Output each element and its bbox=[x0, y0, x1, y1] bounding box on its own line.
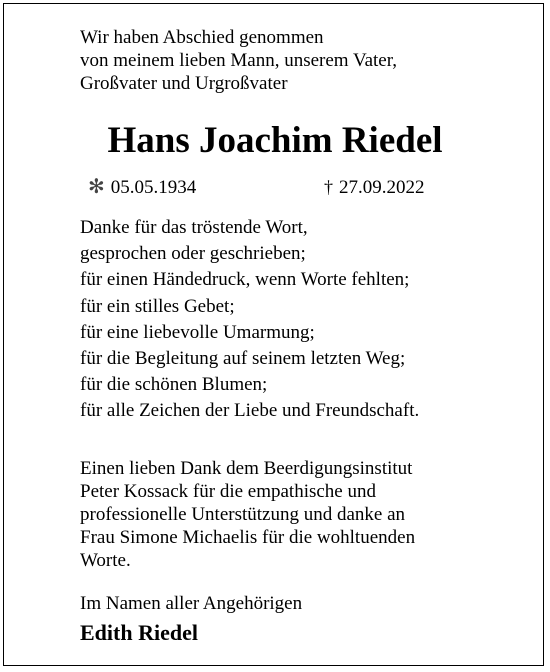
birth-date bbox=[88, 176, 196, 199]
intro-line: Wir haben Abschied genommen bbox=[80, 27, 324, 48]
poem-line: gesprochen oder geschrieben; bbox=[80, 243, 306, 265]
death-date bbox=[324, 176, 425, 199]
birth-star-icon: ✻ bbox=[88, 176, 105, 198]
poem-line: für die schönen Blumen; bbox=[80, 374, 268, 396]
poem-line: für ein stilles Gebet; bbox=[80, 295, 235, 317]
poem-line: für alle Zeichen der Liebe und Freundschaft. bbox=[80, 400, 420, 422]
birth-date-value: 05.05.1934 bbox=[110, 177, 197, 198]
closing-line: Im Namen aller Angehörigen bbox=[80, 593, 303, 614]
thanks-line: Einen lieben Dank dem Beerdigungsinstitut bbox=[80, 458, 413, 479]
thanks-paragraph bbox=[80, 457, 415, 572]
poem-line: für einen Händedruck, wenn Worte fehlten; bbox=[80, 269, 410, 291]
deceased-name: Hans Joachim Riedel bbox=[107, 120, 443, 161]
intro-text bbox=[80, 26, 397, 95]
thanks-line: Frau Simone Michaelis für die wohltuenden bbox=[80, 527, 416, 548]
gratitude-poem bbox=[80, 215, 419, 425]
intro-line: von meinem lieben Mann, unserem Vater, bbox=[80, 50, 398, 71]
poem-line: Danke für das tröstende Wort, bbox=[80, 217, 308, 238]
thanks-line: Peter Kossack für die empathische und bbox=[80, 481, 376, 502]
signature: Edith Riedel bbox=[80, 620, 198, 645]
thanks-line: professionelle Unterstützung und danke an bbox=[80, 504, 406, 525]
poem-line: für eine liebevolle Umarmung; bbox=[80, 321, 315, 343]
death-cross-icon: † bbox=[324, 177, 333, 197]
death-date-value: 27.09.2022 bbox=[339, 177, 425, 198]
poem-line: für die Begleitung auf seinem letzten Weg; bbox=[80, 348, 406, 370]
intro-line: Großvater und Urgroßvater bbox=[80, 73, 288, 94]
thanks-line: Worte. bbox=[80, 550, 131, 571]
